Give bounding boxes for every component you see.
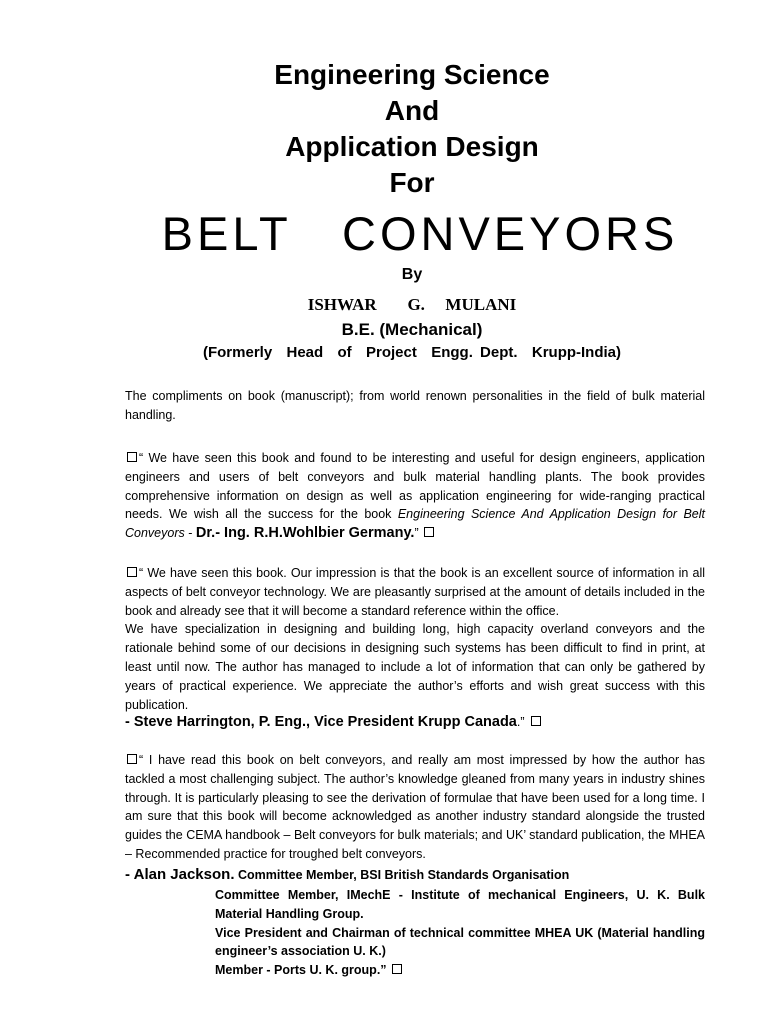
- quote-2-paragraph-1: “ We have seen this book. Our impression is that the book is an excellent source of information in all aspects of belt conveyor technology. We are pleasantly surprised at the amount of details included in the book and already see that it will become a standard reference within the office.: [125, 566, 705, 618]
- quote-3-role-1: Committee Member, BSI British Standards Organisation: [234, 868, 570, 882]
- quote-2: [125, 564, 705, 714]
- checkbox-icon: [531, 716, 541, 726]
- quote-1-dash: -: [184, 526, 196, 541]
- quote-1: [125, 449, 705, 543]
- checkbox-icon: [424, 527, 434, 537]
- quote-2-signature: - Steve Harrington, P. Eng., Vice President Krupp Canada: [125, 714, 517, 730]
- quote-3-role-3: Vice President and Chairman of technical committee MHEA UK (Material handling engineer’s association U. K.): [215, 925, 705, 959]
- quote-2-signature-line: [125, 714, 725, 730]
- quote-2-close: .”: [516, 715, 525, 729]
- quote-3-roles: [215, 886, 705, 980]
- quote-1-book-title: Engineering Science And Application Design for Belt Conveyors: [125, 507, 705, 541]
- quote-3-role-4-line: [215, 961, 705, 980]
- quote-3: [125, 751, 705, 864]
- title-line-3: Application Design: [285, 131, 539, 162]
- quote-3-role-2: Committee Member, IMechE - Institute of mechanical Engineers, U. K. Bulk Material Handling Group.: [215, 888, 705, 921]
- author-name: ISHWAR G. MULANI: [307, 295, 517, 314]
- main-title: BELT CONVEYORS: [161, 207, 679, 260]
- title-line-2: And: [384, 95, 440, 126]
- checkbox-icon: [127, 754, 137, 764]
- author-degree: B.E. (Mechanical): [341, 320, 483, 339]
- quote-1-text: “ We have seen this book and found to be interesting and useful for design engineers, application engineers and users of belt conveyors and bulk material handling plants. The book provides comprehensive information on design as well as application engineering for wide-ranging practical needs. We wish all the success for the book: [125, 451, 705, 522]
- quote-3-role-4: Member - Ports U. K. group.: [215, 963, 381, 978]
- title-line-1: Engineering Science: [274, 59, 550, 90]
- title-line-4: For: [389, 167, 435, 198]
- by-label: By: [401, 266, 423, 283]
- quote-3-close: ”: [380, 963, 387, 978]
- quote-1-signature: Dr.- Ing. R.H.Wohlbier Germany.: [195, 525, 415, 542]
- quote-3-text: “ I have read this book on belt conveyors, and really am most impressed by how the author has tackled a most challenging subject. The author’s knowledge gleaned from many years in industry shines through. It is particularly pleasing to see the derivation of formulae that have been used for a long time. I am sure that this book will become acknowledged as another industry standard alongside the trusted guides the CEMA handbook – Belt conveyors for bulk materials; and UK’ standard publication, the MHEA – Recommended practice for troughed belt conveyors.: [125, 753, 705, 861]
- quote-3-signature-name: - Alan Jackson.: [125, 866, 235, 883]
- intro-paragraph: The compliments on book (manuscript); from world renown personalities in the field of bulk material handling.: [125, 389, 705, 422]
- quote-3-signature-line: [125, 866, 725, 883]
- author-former-position: (Formerly Head of Project Engg. Dept. Krupp-India): [202, 344, 622, 361]
- checkbox-icon: [127, 452, 137, 462]
- quote-1-close: ”: [414, 526, 419, 541]
- checkbox-icon: [127, 567, 137, 577]
- quote-2-paragraph-2: We have specialization in designing and building long, high capacity overland conveyors and the rationale behind some of our decisions in designing such systems has been difficult to find in print, at least until now. The author has managed to include a lot of information that can only be gathered by years of practical experience. We appreciate the author’s efforts and wish great success with this publication.: [125, 622, 705, 712]
- checkbox-icon: [392, 964, 402, 974]
